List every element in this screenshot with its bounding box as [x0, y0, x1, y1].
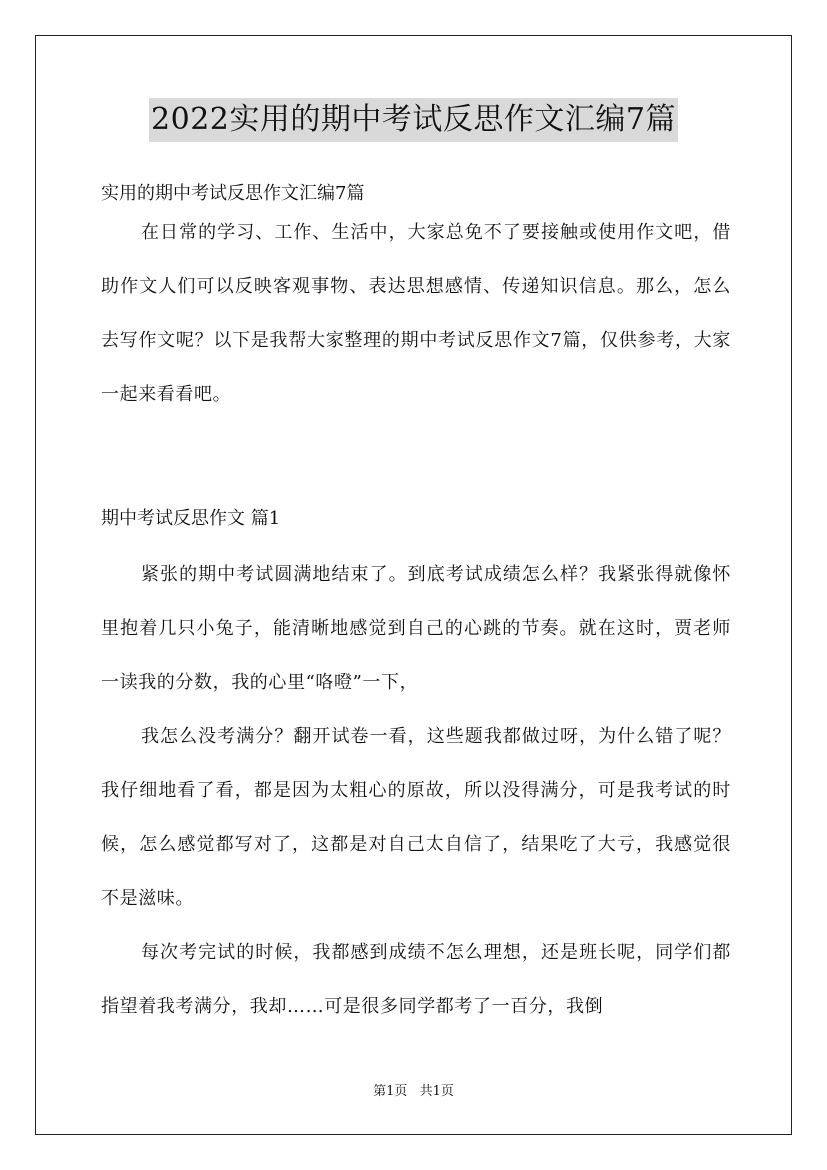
- document-title: [0, 98, 827, 142]
- section-heading: 期中考试反思作文 篇1: [101, 508, 281, 529]
- document-subtitle: 实用的期中考试反思作文汇编7篇: [101, 183, 365, 204]
- section-paragraph-3: 每次考完试的时候，我都感到成绩不怎么理想，还是班长呢，同学们都指望着我考满分，我却……可是很多同学都考了一百分，我倒: [101, 942, 731, 1017]
- section-paragraph-1: 紧张的期中考试圆满地结束了。到底考试成绩怎么样？我紧张得就像怀里抱着几只小兔子，能清晰地感觉到自己的心跳的节奏。就在这时，贾老师一读我的分数，我的心里“咯噔”一下，: [101, 564, 731, 693]
- intro-paragraph: 在日常的学习、工作、生活中，大家总免不了要接触或使用作文吧，借助作文人们可以反映客观事物、表达思想感情、传递知识信息。那么，怎么去写作文呢？以下是我帮大家整理的期中考试反思作文7篇，仅供参考，大家一起来看看吧。: [101, 222, 731, 405]
- page-total: 共1页: [419, 1084, 454, 1099]
- document-title-text: 2022实用的期中考试反思作文汇编7篇: [149, 98, 678, 142]
- page-number: 第1页: [373, 1084, 408, 1099]
- page-footer: [0, 1083, 827, 1101]
- section-paragraph-2: 我怎么没考满分？翻开试卷一看，这些题我都做过呀，为什么错了呢？我仔细地看了看，都是因为太粗心的原故，所以没得满分，可是我考试的时候，怎么感觉都写对了，这都是对自己太自信了，结果吃了大亏，我感觉很不是滋味。: [101, 726, 731, 909]
